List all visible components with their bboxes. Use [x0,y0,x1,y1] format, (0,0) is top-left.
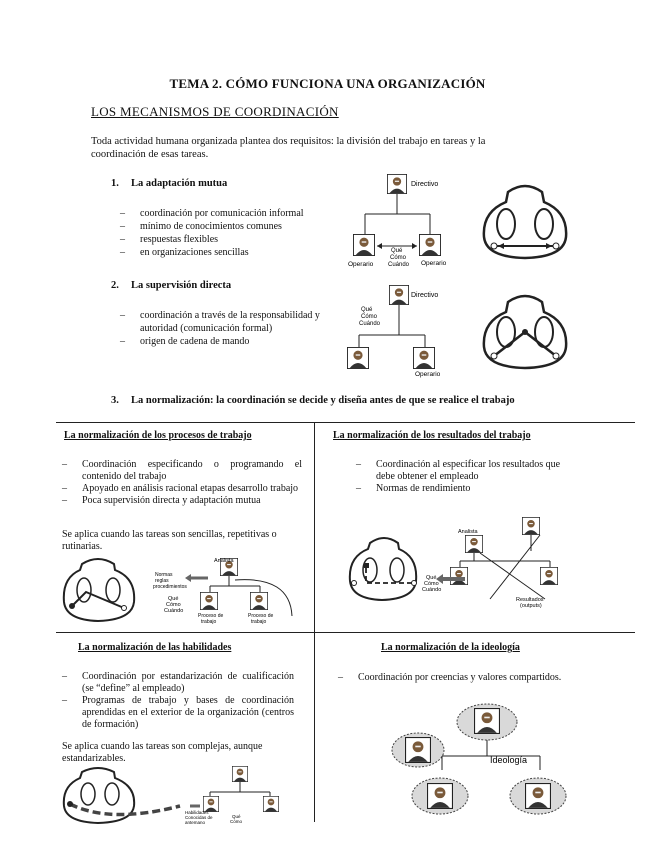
habilidades-diagram [60,766,310,826]
list-item: – Normas de rendimiento [356,483,576,495]
person-icon [475,709,500,734]
list-item: – coordinación por comunicación informal [120,207,340,220]
directivo-label: Directivo [411,181,439,188]
person-icon [263,796,278,811]
resultados-label: Resultados [516,597,544,603]
person-icon [526,784,551,809]
divider-middle [56,632,635,633]
como-label: Cómo [424,581,439,587]
list-item: – Apoyado en análisis racional etapas desarrollo trabajo [62,483,302,495]
person-icon [389,285,408,304]
section-2-heading: 2. La supervisión directa [111,280,232,291]
habilidades-label: antemano [185,820,206,825]
list-item: – Coordinación especificando o programando el contenido del trabajo [62,459,302,483]
quadrant-procesos-title: La normalización de los procesos de trabajo [64,430,252,441]
section-3-heading: 3. La normalización: la coordinación se decide y diseña antes de que se realice el trabajo [111,395,515,406]
person-icon [428,784,453,809]
person-icon [353,234,374,255]
que-label: Qué [426,575,437,581]
como-label: Cómo [166,602,181,608]
section-1-list [120,207,340,259]
cloud-bottom-left [412,778,468,814]
mutual-adjustment-diagram [345,172,455,272]
que-label: Qué [361,307,373,313]
list-item: – coordinación a través de la responsabilidad y autoridad (comunicación formal) [120,309,345,335]
como-label: Cómo [230,819,243,824]
habilidades-label: Habilidades [185,810,209,815]
list-item: – Coordinación al especificar los resultados que debe obtener el empleado [356,459,576,483]
person-icon [540,567,557,584]
section-1-heading: 1. La adaptación mutua [111,178,228,189]
cuando-label: Cuándo [359,321,381,327]
list-item: – Poca supervisión directa y adaptación mutua [62,495,302,507]
operario-label: Operario [421,260,447,267]
proceso-label: Proceso de [248,613,274,619]
cloud-bottom-right [510,778,566,814]
list-item: – mínimo de conocimientos comunes [120,220,340,233]
ideologia-diagram [390,700,590,825]
intro-paragraph: Toda actividad humana organizada plantea dos requisitos: la división del trabajo en tareas y la coordinación de esas tareas. [91,136,486,160]
person-icon [522,517,539,534]
proceso-label: Proceso de [198,613,224,619]
proceso-label: trabajo [251,619,267,625]
section-subtitle: LOS MECANISMOS DE COORDINACIÓN [91,104,339,119]
person-icon [406,738,431,763]
person-icon [250,592,267,609]
que-label: Qué [168,596,179,602]
list-item: – Programas de trabajo y bases de coordinación aprendidas en el exterior de la organización (centros de formación) [62,695,294,731]
que-label: Qué [391,248,403,254]
person-icon [450,567,467,584]
list-item: – en organizaciones sencillas [120,246,340,259]
proceso-label: trabajo [201,619,217,625]
como-label: Cómo [390,255,407,261]
mutual-adjustment-shape [478,182,573,262]
direct-supervision-shape [478,292,573,372]
procesos-diagram [60,556,315,632]
resultados-diagram [340,515,580,625]
procedimientos-label: procedimientos [153,584,187,590]
cuando-label: Cuándo [164,608,184,614]
quadrant-ideologia-title: La normalización de la ideología [381,642,520,653]
quadrant-resultados-title: La normalización de los resultados del trabajo [333,430,531,441]
quadrant-habilidades-title: La normalización de las habilidades [78,642,232,653]
analista-label: Analista [214,558,234,564]
person-icon [465,535,482,552]
directivo-label: Directivo [411,292,439,299]
cuando-label: Cuándo [422,587,442,593]
list-item: – Coordinación por creencias y valores compartidos. [338,671,618,684]
list-item: – Coordinación por estandarización de cualificación (se “define” al empleado) [62,671,294,695]
page-title: TEMA 2. CÓMO FUNCIONA UNA ORGANIZACIÓN [169,76,486,91]
reglas-label: reglas [155,578,169,584]
quadrant-resultados-list [356,459,576,495]
resultados-label: (outputs) [520,603,542,609]
quadrant-procesos-note: Se aplica cuando las tareas son sencillas, repetitivas o rutinarias. [62,529,277,552]
divider-top [56,422,635,423]
operario-label: Operario [415,371,441,378]
como-label: Cómo [361,314,378,320]
analista-label: Analista [458,529,478,535]
quadrant-ideologia-list [338,671,618,684]
list-item: – respuestas flexibles [120,233,340,246]
operario-label: Operario [348,261,374,268]
que-label: Qué [232,814,241,819]
person-icon [200,592,217,609]
quadrant-habilidades-list [62,671,294,731]
cloud-left [392,733,444,767]
person-icon [413,347,434,368]
person-icon [387,174,406,193]
list-item: – origen de cadena de mando [120,335,345,348]
person-icon [232,766,247,781]
quadrant-procesos-list [62,459,302,507]
cloud-top [457,704,517,740]
direct-supervision-diagram [345,283,455,378]
cuando-label: Cuándo [388,262,410,268]
quadrant-habilidades-note: Se aplica cuando las tareas son complejas, aunque estandarizables. [62,741,263,764]
habilidades-label: Conocidas de [185,815,213,820]
normas-label: Normas [155,572,173,578]
person-icon [347,347,368,368]
person-icon [419,234,440,255]
ideologia-label: Ideología [490,755,528,765]
section-2-list [120,309,345,348]
